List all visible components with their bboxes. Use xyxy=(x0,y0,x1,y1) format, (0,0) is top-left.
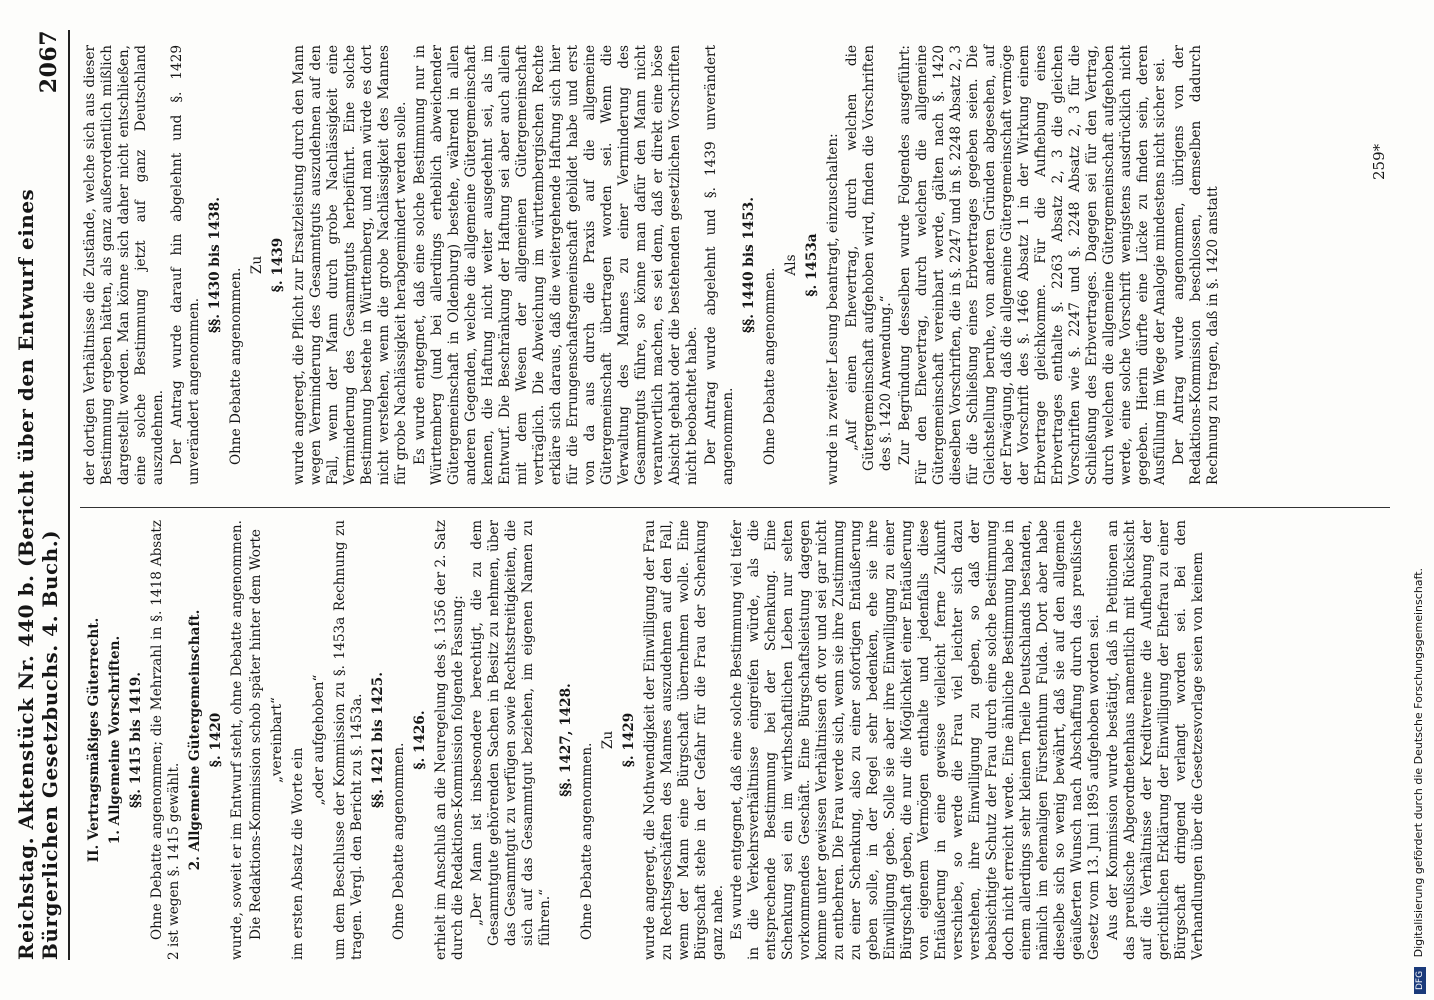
body-text: Es wurde entgegnet, daß eine solche Bestimmung nur in Württemberg (und bei allerdings erheblich abweichender Gütergemeinschaft in Oldenburg) bestehe, während in allen anderen Gegenden, welche die allgemeine Gütergemeinschaft kennen, die Haftung nicht weiter ausgedehnt sei, als im Entwurf. Die Beschränkung der Haftung sei aber auch allein mit dem Wesen der allgemeinen Gütergemeinschaft verträglich. Die Abweichung im württembergischen Rechte erkläre sich daraus, daß die weitergehende Haftung sich hier für die Errungenschaftsgemeinschaft gebildet habe und erst von da aus durch die Praxis auf die allgemeine Gütergemeinschaft übertragen worden sei. Wenn die Verwaltung des Mannes zu einer Verminderung des Gesammtguts führe, so könne man dafür den Mann nicht verantwortlich machen, es sei denn, daß er direkt eine böse Absicht gehabt oder die bestehenden gesetzlichen Vorschriften nicht beobachtet habe. xyxy=(412,45,700,485)
zu-label: Zu xyxy=(249,255,265,275)
dfg-logo: DFG xyxy=(1414,967,1426,994)
quoted-text: „oder aufgehoben“ xyxy=(311,674,327,806)
body-text: Zur Begründung desselben wurde Folgendes ausgeführt: Für den Ehevertrag, durch welchen die allgemeine Gütergemeinschaft vereinbart werde, gälten nach §. 1420 dieselben Vorschriften, die in §. 2247 und in §. 2248 Absatz 2, 3 für die Schließung eines Erbvertrages gegeben seien. Die Gleichstellung beruhe, von anderen Gründen abgesehen, auf der Erwägung, daß die allgemeine Gütergemeinschaft vermöge der Vorschrift des §. 1466 Absatz 1 in der Wirkung einem Erbvertrage gleichkomme. Für die Aufhebung eines Erbvertrages enthalte §. 2263 Absatz 2, 3 die gleichen Vorschriften wie §. 2247 und §. 2248 Absatz 2, 3 für die Schließung des Erbvertrages. Dagegen sei für den Vertrag, durch welchen die allgemeine Gütergemeinschaft aufgehoben werde, eine solche Vorschrift wenigstens ausdrücklich nicht gegeben. Hierin dürfte eine Lücke zu finden sein, deren Ausfüllung im Wege der Analogie mindestens nicht sicher sei. xyxy=(897,45,1168,485)
paragraph-heading: §. 1426. xyxy=(412,710,428,770)
page-header xyxy=(14,30,70,960)
paragraph-heading: §. 1420 xyxy=(208,712,224,768)
paragraph-heading: §. 1429 xyxy=(621,712,637,768)
body-text: Ohne Debatte angenommen; die Mehrzahl in §. 1418 Absatz 2 ist wegen §. 1415 gewählt. xyxy=(149,520,182,960)
left-column xyxy=(82,520,1209,960)
body-text: Aus der Kommission wurde bestätigt, daß in Petitionen an das preußische Abgeordnetenhaus namentlich mit Rücksicht auf die Verhältnisse der Kreditvereine die Aufhebung der gerichtlichen Erklärung der Einwilligung der Ehefrau zu einer Bürgschaft dringend verlangt worden sei. Bei den Verhandlungen über die Gesetzesvorlage seien von keinem xyxy=(1105,520,1206,960)
section-title: II. Vertragsmäßiges Güterrecht. xyxy=(86,617,102,863)
paragraph-heading: §§. 1440 bis 1453. xyxy=(741,197,757,333)
body-text: wurde angeregt, die Nothwendigkeit der Einwilligung der Frau zu Rechtsgeschäften des Mannes auszudehnen auf den Fall, wenn der Mann eine Bürgschaft übernehmen wolle. Eine Bürgschaft stehe in der Gefahr für die Frau der Schenkung ganz nahe. xyxy=(642,520,726,960)
body-text: erhielt im Anschluß an die Neuregelung des §. 1356 der 2. Satz durch die Redaktions-Kommission folgende Fassung: xyxy=(433,520,466,960)
subsection-title: 2. Allgemeine Gütergemeinschaft. xyxy=(187,609,203,871)
digitalization-note: Digitalisierung gefördert durch die Deutsche Forschungsgemeinschaft. xyxy=(1412,567,1425,958)
body-text: wurde, soweit er im Entwurf steht, ohne Debatte angenommen. xyxy=(229,520,245,960)
running-title: Reichstag. Aktenstück Nr. 440 b. (Bericht über den Entwurf eines Bürgerlichen Gesetzbuchs. 4. Buch.) xyxy=(14,188,62,960)
body-text: Ohne Debatte angenommen. xyxy=(228,267,244,465)
body-text: wurde angeregt, die Pflicht zur Ersatzleistung durch den Mann wegen Verminderung des Gesammtguts auszudehnen auf den Fall, wenn der Mann durch grobe Nachlässigkeit eine Verminderung des Gesammtguts herbeiführt. Eine solche Bestimmung bestehe in Württemberg, und man würde es dort nicht verstehen, wenn die grobe Nachlässigkeit des Mannes für grobe Nachlässigkeit herabgemindert werden solle. xyxy=(291,45,409,485)
page-number: 2067 xyxy=(36,30,62,94)
body-text: Ohne Debatte angenommen. xyxy=(762,267,778,465)
body-text: der dortigen Verhältnisse die Zustände, welche sich aus dieser Bestimmung ergeben hätten, als ganz außerordentlich mißlich dargestellt worden. Man könne sich daher nicht entschließen, eine solche Bestimmung jetzt auf ganz Deutschland auszudehnen. xyxy=(82,45,166,485)
paragraph-heading: §. 1439 xyxy=(270,237,286,293)
body-text: Der Antrag wurde abgelehnt und §. 1439 unverändert angenommen. xyxy=(703,45,736,485)
paragraph-heading: §§. 1430 bis 1438. xyxy=(207,197,223,333)
right-column xyxy=(82,45,1224,485)
paragraph-heading: §§. 1427, 1428. xyxy=(558,683,574,797)
body-text: wurde in zweiter Lesung beantragt, einzuschalten: xyxy=(825,133,841,485)
digitalization-footer xyxy=(1412,4,1426,994)
als-label: Als xyxy=(783,254,799,276)
subsection-title: 1. Allgemeine Vorschriften. xyxy=(107,635,123,845)
body-text: um dem Beschlusse der Kommission zu §. 1453a Rechnung zu tragen. Vergl. den Bericht zu §. 1453a. xyxy=(332,520,365,960)
column-divider xyxy=(80,507,1390,508)
paragraph-heading: §. 1453a xyxy=(804,233,820,297)
quoted-text: „Auf einen Ehevertrag, durch welchen die Gütergemeinschaft aufgehoben wird, finden die Vorschriften des §. 1420 Anwendung.“ xyxy=(844,45,894,471)
body-text: im ersten Absatz die Worte ein xyxy=(290,747,306,960)
body-text: Es wurde entgegnet, daß eine solche Bestimmung viel tiefer in die Verkehrsverhältnisse eingreifen würde, als die entsprechende Bestimmung bei der Schenkung. Eine Schenkung sei ein im wirthschaftlichen Leben nur selten vorkommendes Geschäft. Eine Bürgschaftsleistung dagegen komme unter gewissen Verhältnissen oft vor und sei gar nicht zu entbehren. Die Frau werde sich, wenn sie ihre Zustimmung zu einer Schenkung, also zu einer sofortigen Entäußerung geben solle, in der Regel sehr bedenken, ehe sie ihre Einwilligung gebe. Solle sie aber ihre Einwilligung zu einer Bürgschaft geben, die nur die Möglichkeit einer Entäußerung von eigenem Vermögen enthalte und jedenfalls diese Entäußerung in eine gewisse vielleicht ferne Zukunft verschiebe, so werde die Frau viel leichter sich dazu verstehen, ihre Einwilligung zu geben, so daß der beabsichtigte Schutz der Frau durch eine solche Bestimmung doch nicht erreicht werde. Eine ähnliche Bestimmung habe in einem allerdings sehr kleinen Theile Deutschlands bestanden, nämlich im ehemaligen Fürstenthum Fulda. Dort aber habe dieselbe sich so wenig bewährt, daß sie auf den allgemein geäußerten Wunsch nach Abschaffung durch das preußische Gesetz vom 13. Juni 1895 aufgehoben worden sei. xyxy=(729,520,1102,960)
body-text: Ohne Debatte angenommen. xyxy=(579,742,595,940)
quoted-text: „Der Mann ist insbesondere berechtigt, die zu dem Gesammtgute gehörenden Sachen in Besitz zu nehmen, über das Gesammtgut zu verfügen sowie Rechtsstreitigkeiten, die sich auf das Gesammtgut beziehen, im eigenen Namen zu führen.“ xyxy=(469,520,553,946)
body-text: Die Redaktions-Kommission schob später hinter dem Worte xyxy=(248,529,264,940)
sheet-mark: 259* xyxy=(1370,143,1388,180)
paragraph-heading: §§. 1415 bis 1419. xyxy=(128,672,144,808)
body-text: Der Antrag wurde angenommen, übrigens von der Redaktions-Kommission beschlossen, demselben dadurch Rechnung zu tragen, daß in §. 1420 anstatt xyxy=(1171,45,1221,485)
zu-label: Zu xyxy=(600,730,616,750)
quoted-text: „vereinbart“ xyxy=(269,697,285,783)
body-text: Ohne Debatte angenommen. xyxy=(391,742,407,940)
paragraph-heading: §§. 1421 bis 1425. xyxy=(370,672,386,808)
body-text: Der Antrag wurde darauf hin abgelehnt und §. 1429 unverändert angenommen. xyxy=(169,45,202,485)
